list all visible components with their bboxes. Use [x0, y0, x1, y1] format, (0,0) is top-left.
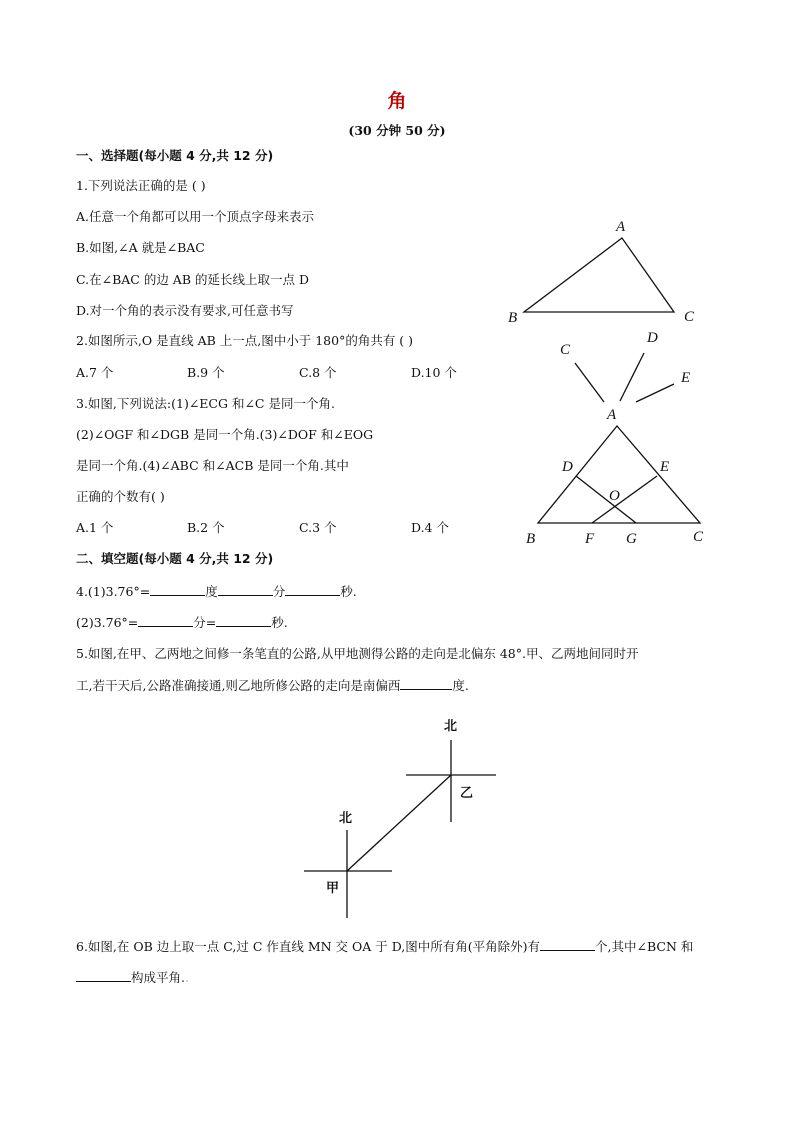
q4-line-1: [76, 583, 357, 600]
ray-ad: [620, 353, 644, 401]
page-subtitle: (30 分钟 50 分): [348, 123, 446, 138]
triangle-abc-shape: [524, 238, 674, 312]
ray-label-e: E: [681, 370, 691, 386]
q6-trailing-mark: .: [184, 970, 189, 985]
q6-line-2: [76, 969, 189, 986]
q4-1-prefix: 4.(1)3.76°=: [76, 584, 151, 599]
q4-2-blank-second[interactable]: [216, 614, 271, 627]
road-line: [347, 775, 451, 871]
q4-1-second-unit: 秒.: [340, 584, 357, 599]
map-label-north-top: 北: [444, 719, 458, 734]
fig3-label-b: B: [526, 531, 536, 547]
q4-2-second-unit: 秒.: [271, 615, 288, 630]
line-ef: [592, 476, 657, 523]
q4-1-minute-unit: 分: [272, 584, 286, 599]
q4-1-blank-minute[interactable]: [218, 583, 273, 596]
q5-line-1: 5.如图,在甲、乙两地之间修一条笔直的公路,从甲地测得公路的走向是北偏东 48°.甲、乙两地间同时开: [76, 646, 639, 661]
q5-line-2: [76, 677, 469, 694]
q3-option-b: B.2 个: [187, 520, 225, 535]
figure-rays: [550, 325, 710, 425]
figure-triangle-bc: [520, 420, 720, 550]
fig3-label-d: D: [562, 459, 573, 475]
q5-line-2-end: 度.: [452, 678, 469, 693]
q1-option-a: A.任意一个角都可以用一个顶点字母来表示: [76, 209, 315, 224]
label-c: C: [684, 309, 695, 325]
q1-option-d: D.对一个角的表示没有要求,可任意书写: [76, 303, 294, 318]
q6-line-2-text: 构成平角.: [131, 970, 185, 985]
ray-ac: [575, 363, 604, 402]
q4-1-blank-degree[interactable]: [150, 583, 205, 596]
q6-line-1-text: 6.如图,在 OB 边上取一点 C,过 C 作直线 MN 交 OA 于 D,图中所有角(平角除外)有: [76, 939, 541, 954]
q3-option-d: D.4 个: [411, 520, 449, 535]
q6-line-1: [76, 938, 693, 955]
q6-line-1-end: 个,其中∠BCN 和: [595, 939, 694, 954]
section1-heading: 一、选择题(每小题 4 分,共 12 分): [76, 148, 274, 163]
q3-option-a: A.1 个: [76, 520, 114, 535]
q1-option-b: B.如图,∠A 就是∠BAC: [76, 240, 205, 255]
q3-line-4: 正确的个数有( ): [76, 489, 165, 504]
section2-heading: 二、填空题(每小题 4 分,共 12 分): [76, 551, 274, 566]
ray-ae: [636, 384, 674, 402]
q2-option-a: A.7 个: [76, 365, 114, 380]
q2-stem: 2.如图所示,O 是直线 AB 上一点,图中小于 180°的角共有 ( ): [76, 333, 414, 348]
q3-line-1: 3.如图,下列说法:(1)∠ECG 和∠C 是同一个角.: [76, 396, 335, 411]
q5-blank[interactable]: [400, 677, 452, 690]
figure-map: [300, 710, 510, 925]
map-label-north-bottom: 北: [339, 811, 353, 826]
map-label-jia: 甲: [326, 881, 340, 896]
page-title: 角: [387, 90, 407, 112]
q4-line-2: [76, 614, 288, 631]
fig3-label-f: F: [585, 531, 595, 547]
fig3-label-g: G: [626, 531, 637, 547]
q4-1-blank-second[interactable]: [285, 583, 340, 596]
q2-option-c: C.8 个: [299, 365, 337, 380]
q4-2-minute-unit: 分=: [193, 615, 217, 630]
label-b: B: [508, 310, 518, 326]
q1-stem: 1.下列说法正确的是 ( ): [76, 178, 206, 193]
q3-option-c: C.3 个: [299, 520, 337, 535]
fig3-label-e: E: [660, 459, 670, 475]
q2-option-d: D.10 个: [411, 365, 457, 380]
q3-line-3: 是同一个角.(4)∠ABC 和∠ACB 是同一个角.其中: [76, 458, 349, 473]
map-label-yi: 乙: [460, 786, 474, 801]
q3-line-2: (2)∠OGF 和∠DGB 是同一个角.(3)∠DOF 和∠EOG: [76, 427, 374, 442]
q6-blank-count[interactable]: [540, 938, 595, 951]
ray-label-a: A: [607, 407, 617, 423]
q6-blank-angle[interactable]: [76, 969, 131, 982]
ray-label-c: C: [560, 342, 571, 358]
figure-triangle-abc: [500, 215, 710, 330]
line-dg: [576, 476, 636, 523]
q4-2-prefix: (2)3.76°=: [76, 615, 139, 630]
q1-option-c: C.在∠BAC 的边 AB 的延长线上取一点 D: [76, 272, 309, 287]
q4-1-degree-unit: 度: [205, 584, 218, 599]
q5-line-2-text: 工,若干天后,公路准确接通,则乙地所修公路的走向是南偏西: [76, 678, 401, 693]
q4-2-blank-minute[interactable]: [138, 614, 193, 627]
label-a: A: [616, 219, 626, 235]
q2-option-b: B.9 个: [187, 365, 225, 380]
fig3-label-o: O: [609, 488, 620, 504]
fig3-label-c: C: [693, 529, 704, 545]
ray-label-d: D: [647, 330, 658, 346]
